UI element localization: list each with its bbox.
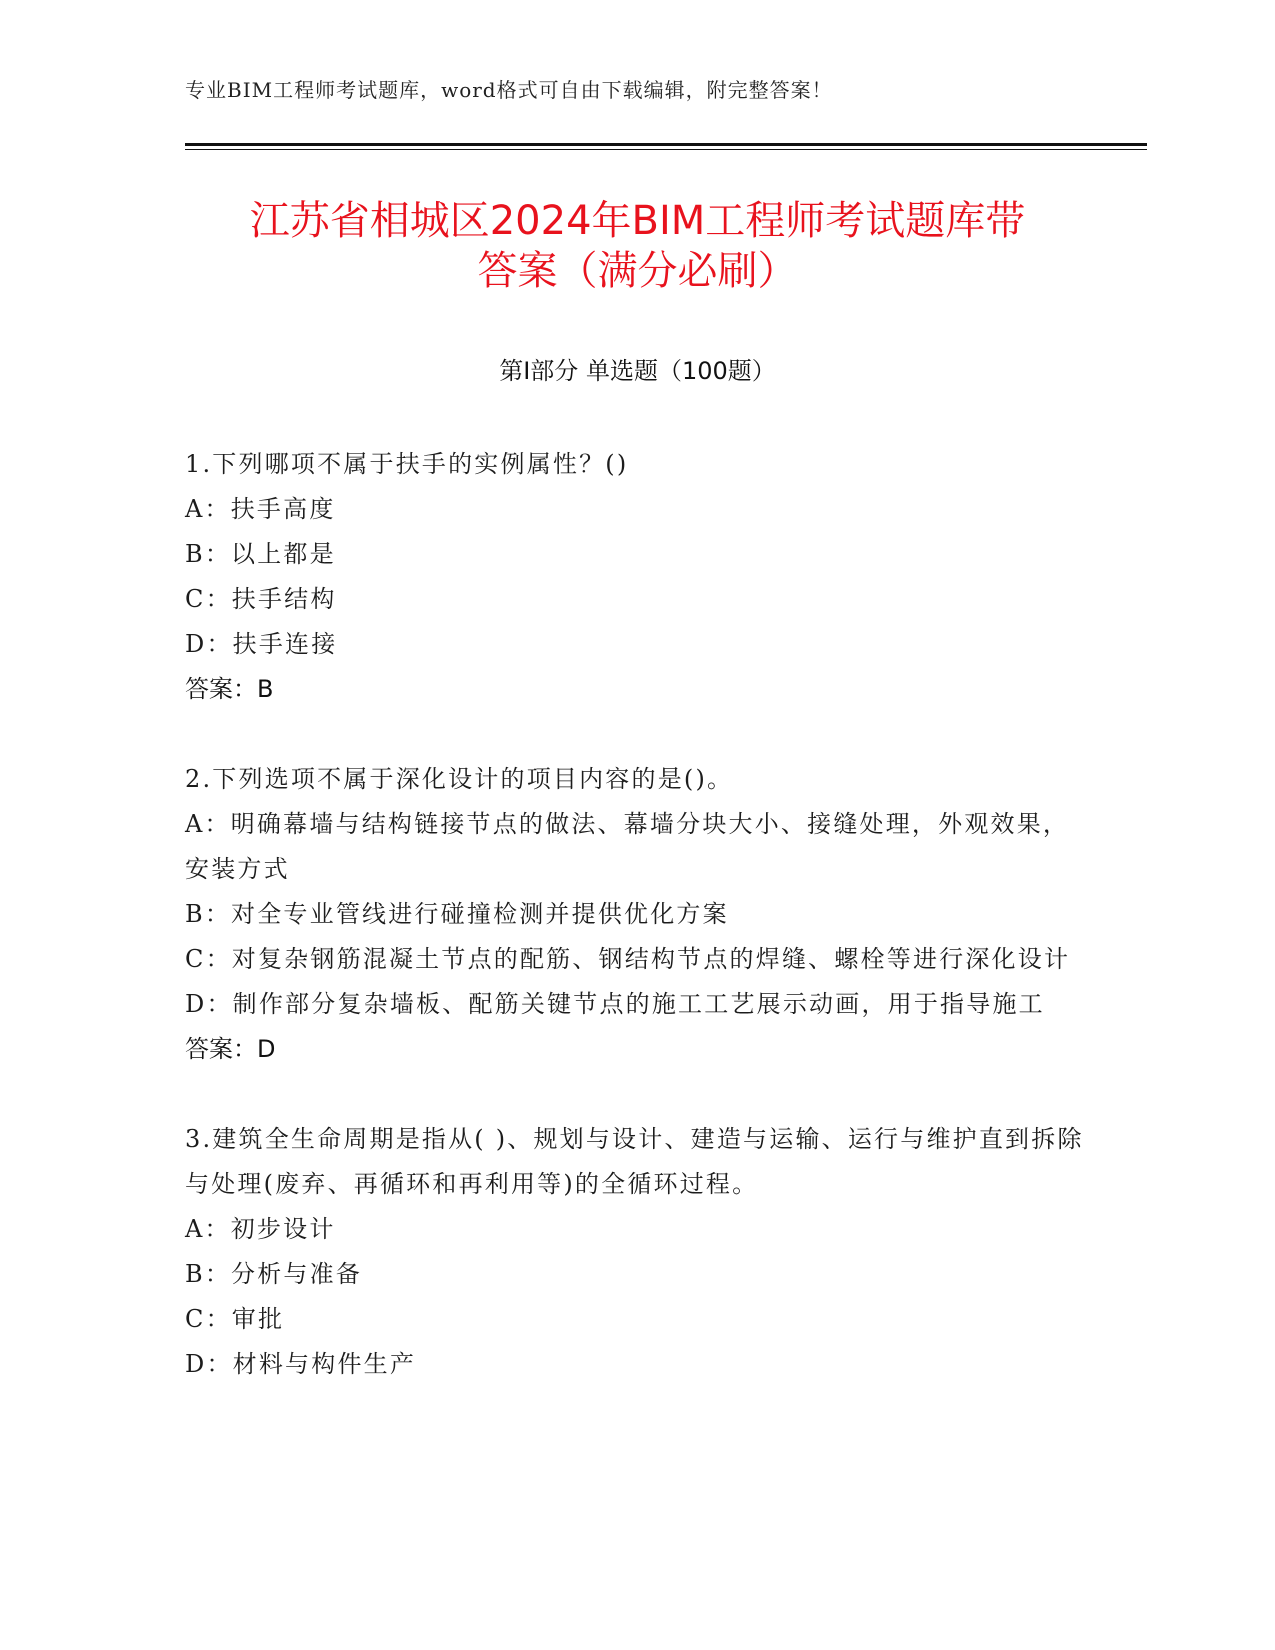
option-d: D：制作部分复杂墙板、配筋关键节点的施工工艺展示动画，用于指导施工: [185, 990, 1045, 1018]
header-note: 专业BIM工程师考试题库，word格式可自由下载编辑，附完整答案！: [185, 78, 833, 102]
document-title-line1: 江苏省相城区2024年BIM工程师考试题库带: [249, 198, 1026, 244]
answer-label: 答案：B: [185, 675, 274, 703]
option-c: C：审批: [185, 1305, 285, 1333]
question-stem: 3.建筑全生命周期是指从( )、规划与设计、建造与运输、运行与维护直到拆除与处理(废弃、再循环和再利用等)的全循环过程。: [185, 1125, 1084, 1198]
option-b: B：分析与准备: [185, 1260, 363, 1288]
answer-label: 答案：D: [185, 1035, 276, 1063]
question-stem: 1.下列哪项不属于扶手的实例属性？(): [185, 450, 629, 478]
option-b: B：以上都是: [185, 540, 336, 568]
option-a: A：扶手高度: [185, 495, 336, 523]
question-stem: 2.下列选项不属于深化设计的项目内容的是()。: [185, 765, 734, 793]
option-d: D：扶手连接: [185, 630, 338, 658]
option-a: A：初步设计: [185, 1215, 336, 1243]
section-heading: 第I部分 单选题（100题）: [499, 357, 776, 385]
option-a: A：明确幕墙与结构链接节点的做法、幕墙分块大小、接缝处理，外观效果，安装方式: [185, 810, 1070, 883]
document-title-line2: 答案（满分必刷）: [477, 248, 798, 294]
question-1: [185, 442, 1090, 712]
question-list: [185, 442, 1090, 1432]
option-d: D：材料与构件生产: [185, 1350, 417, 1378]
option-b: B：对全专业管线进行碰撞检测并提供优化方案: [185, 900, 729, 928]
option-c: C：扶手结构: [185, 585, 337, 613]
question-3: [185, 1117, 1090, 1387]
header-rule-thin: [185, 149, 1147, 150]
header-rule-thick: [185, 143, 1147, 146]
question-2: [185, 757, 1090, 1072]
option-c: C：对复杂钢筋混凝土节点的配筋、钢结构节点的焊缝、螺栓等进行深化设计: [185, 945, 1071, 973]
document-title: [185, 196, 1090, 296]
